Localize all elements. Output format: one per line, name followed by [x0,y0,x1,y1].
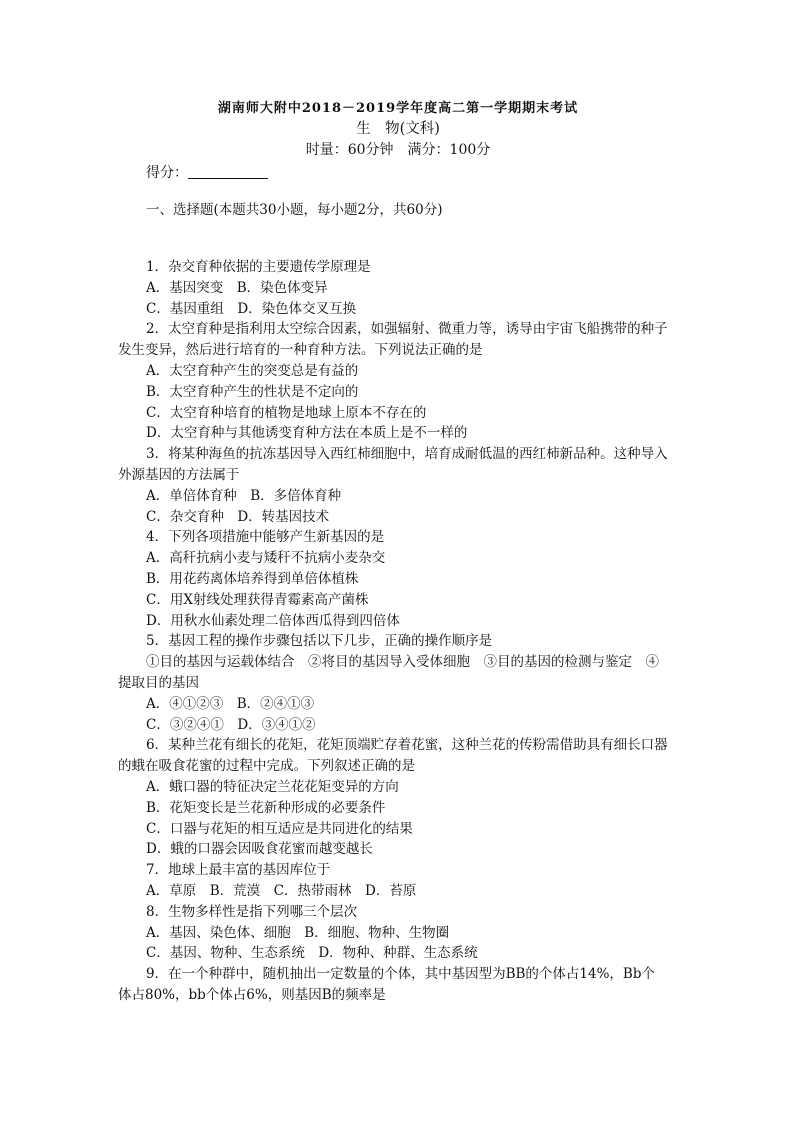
text-line: D．蛾的口器会因吸食花蜜而越变越长 [146,841,373,858]
text-line: C．基因、物种、生态系统 D．物种、种群、生态系统 [146,945,478,962]
text-line: 6．某种兰花有细长的花矩，花矩顶端贮存着花蜜，这种兰花的传粉需借助具有细长口器 [146,737,668,754]
section-title: 一、选择题(本题共30小题，每小题2分，共60分) [146,202,443,218]
text-line: 2．太空育种是指利用太空综合因素，如强辐射、微重力等，诱导由宇宙飞船携带的种子 [146,321,668,338]
text-line: ①目的基因与运载体结合 ②将目的基因导入受体细胞 ③目的基因的检测与鉴定 ④ [146,654,659,671]
exam-subject: 生 物(文科) [356,121,440,137]
text-line: B．花矩变长是兰花新种形成的必要条件 [146,799,386,816]
text-line: A．草原 B．荒漠 C．热带雨林 D．苔原 [146,882,417,899]
question-list [118,257,678,1006]
text-line: 的蛾在吸食花蜜的过程中完成。下列叙述正确的是 [118,758,415,775]
text-line: 8．生物多样性是指下列哪三个层次 [146,903,358,920]
exam-title: 湖南师大附中2018－2019学年度高二第一学期期末考试 [217,101,579,116]
text-line: 外源基因的方法属于 [118,466,240,483]
text-line: 9．在一个种群中，随机抽出一定数量的个体，其中基因型为BB的个体占14%，Bb个 [146,966,655,983]
exam-time-score: 时量：60分钟 满分：100分 [305,142,491,158]
score-line [118,163,678,184]
text-line: C．用X射线处理获得青霉素高产菌株 [146,591,369,608]
score-blank [188,178,268,179]
text-line: 发生变异，然后进行培育的一种育种方法。下列说法正确的是 [118,342,483,359]
text-line: B．太空育种产生的性状是不定向的 [146,383,359,400]
text-line: 1．杂交育种依据的主要遗传学原理是 [146,259,371,275]
text-line: A．高秆抗病小麦与矮秆不抗病小麦杂交 [146,550,386,567]
exam-header [118,98,678,161]
text-line: 4．下列各项措施中能够产生新基因的是 [146,529,385,546]
text-line: 提取目的基因 [118,674,199,691]
score-label: 得分： [146,165,188,181]
text-line: A．基因突变 B．染色体变异 [146,279,328,296]
text-line: D．太空育种与其他诱变育种方法在本质上是不一样的 [146,425,468,442]
text-line: A．太空育种产生的突变总是有益的 [146,362,359,379]
text-line: A．蛾口器的特征决定兰花花矩变异的方向 [146,778,399,795]
text-line: A．单倍体育种 B．多倍体育种 [146,487,342,504]
text-line: 体占80%，bb个体占6%，则基因B的频率是 [118,986,386,1003]
text-line: 7．地球上最丰富的基因库位于 [146,862,331,879]
text-line: 5．基因工程的操作步骤包括以下几步，正确的操作顺序是 [146,633,493,650]
text-line: 3．将某种海鱼的抗冻基因导入西红柿细胞中，培育成耐低温的西红柿新品种。这种导入 [146,446,668,463]
text-line: A．④①②③ B．②④①③ [146,695,315,712]
text-line: C．口器与花矩的相互适应是共同进化的结果 [146,820,413,837]
text-line: A．基因、染色体、细胞 B．细胞、物种、生物圈 [146,924,450,941]
text-line: C．③②④① D．③④①② [146,716,316,733]
text-line: C．基因重组 D．染色体交叉互换 [146,300,357,317]
text-line: D．用秋水仙素处理二倍体西瓜得到四倍体 [146,612,400,629]
text-line: B．用花药离体培养得到单倍体植株 [146,570,359,587]
text-line: C．太空育种培育的植物是地球上原本不存在的 [146,404,427,421]
text-line: C．杂交育种 D．转基因技术 [146,508,330,525]
